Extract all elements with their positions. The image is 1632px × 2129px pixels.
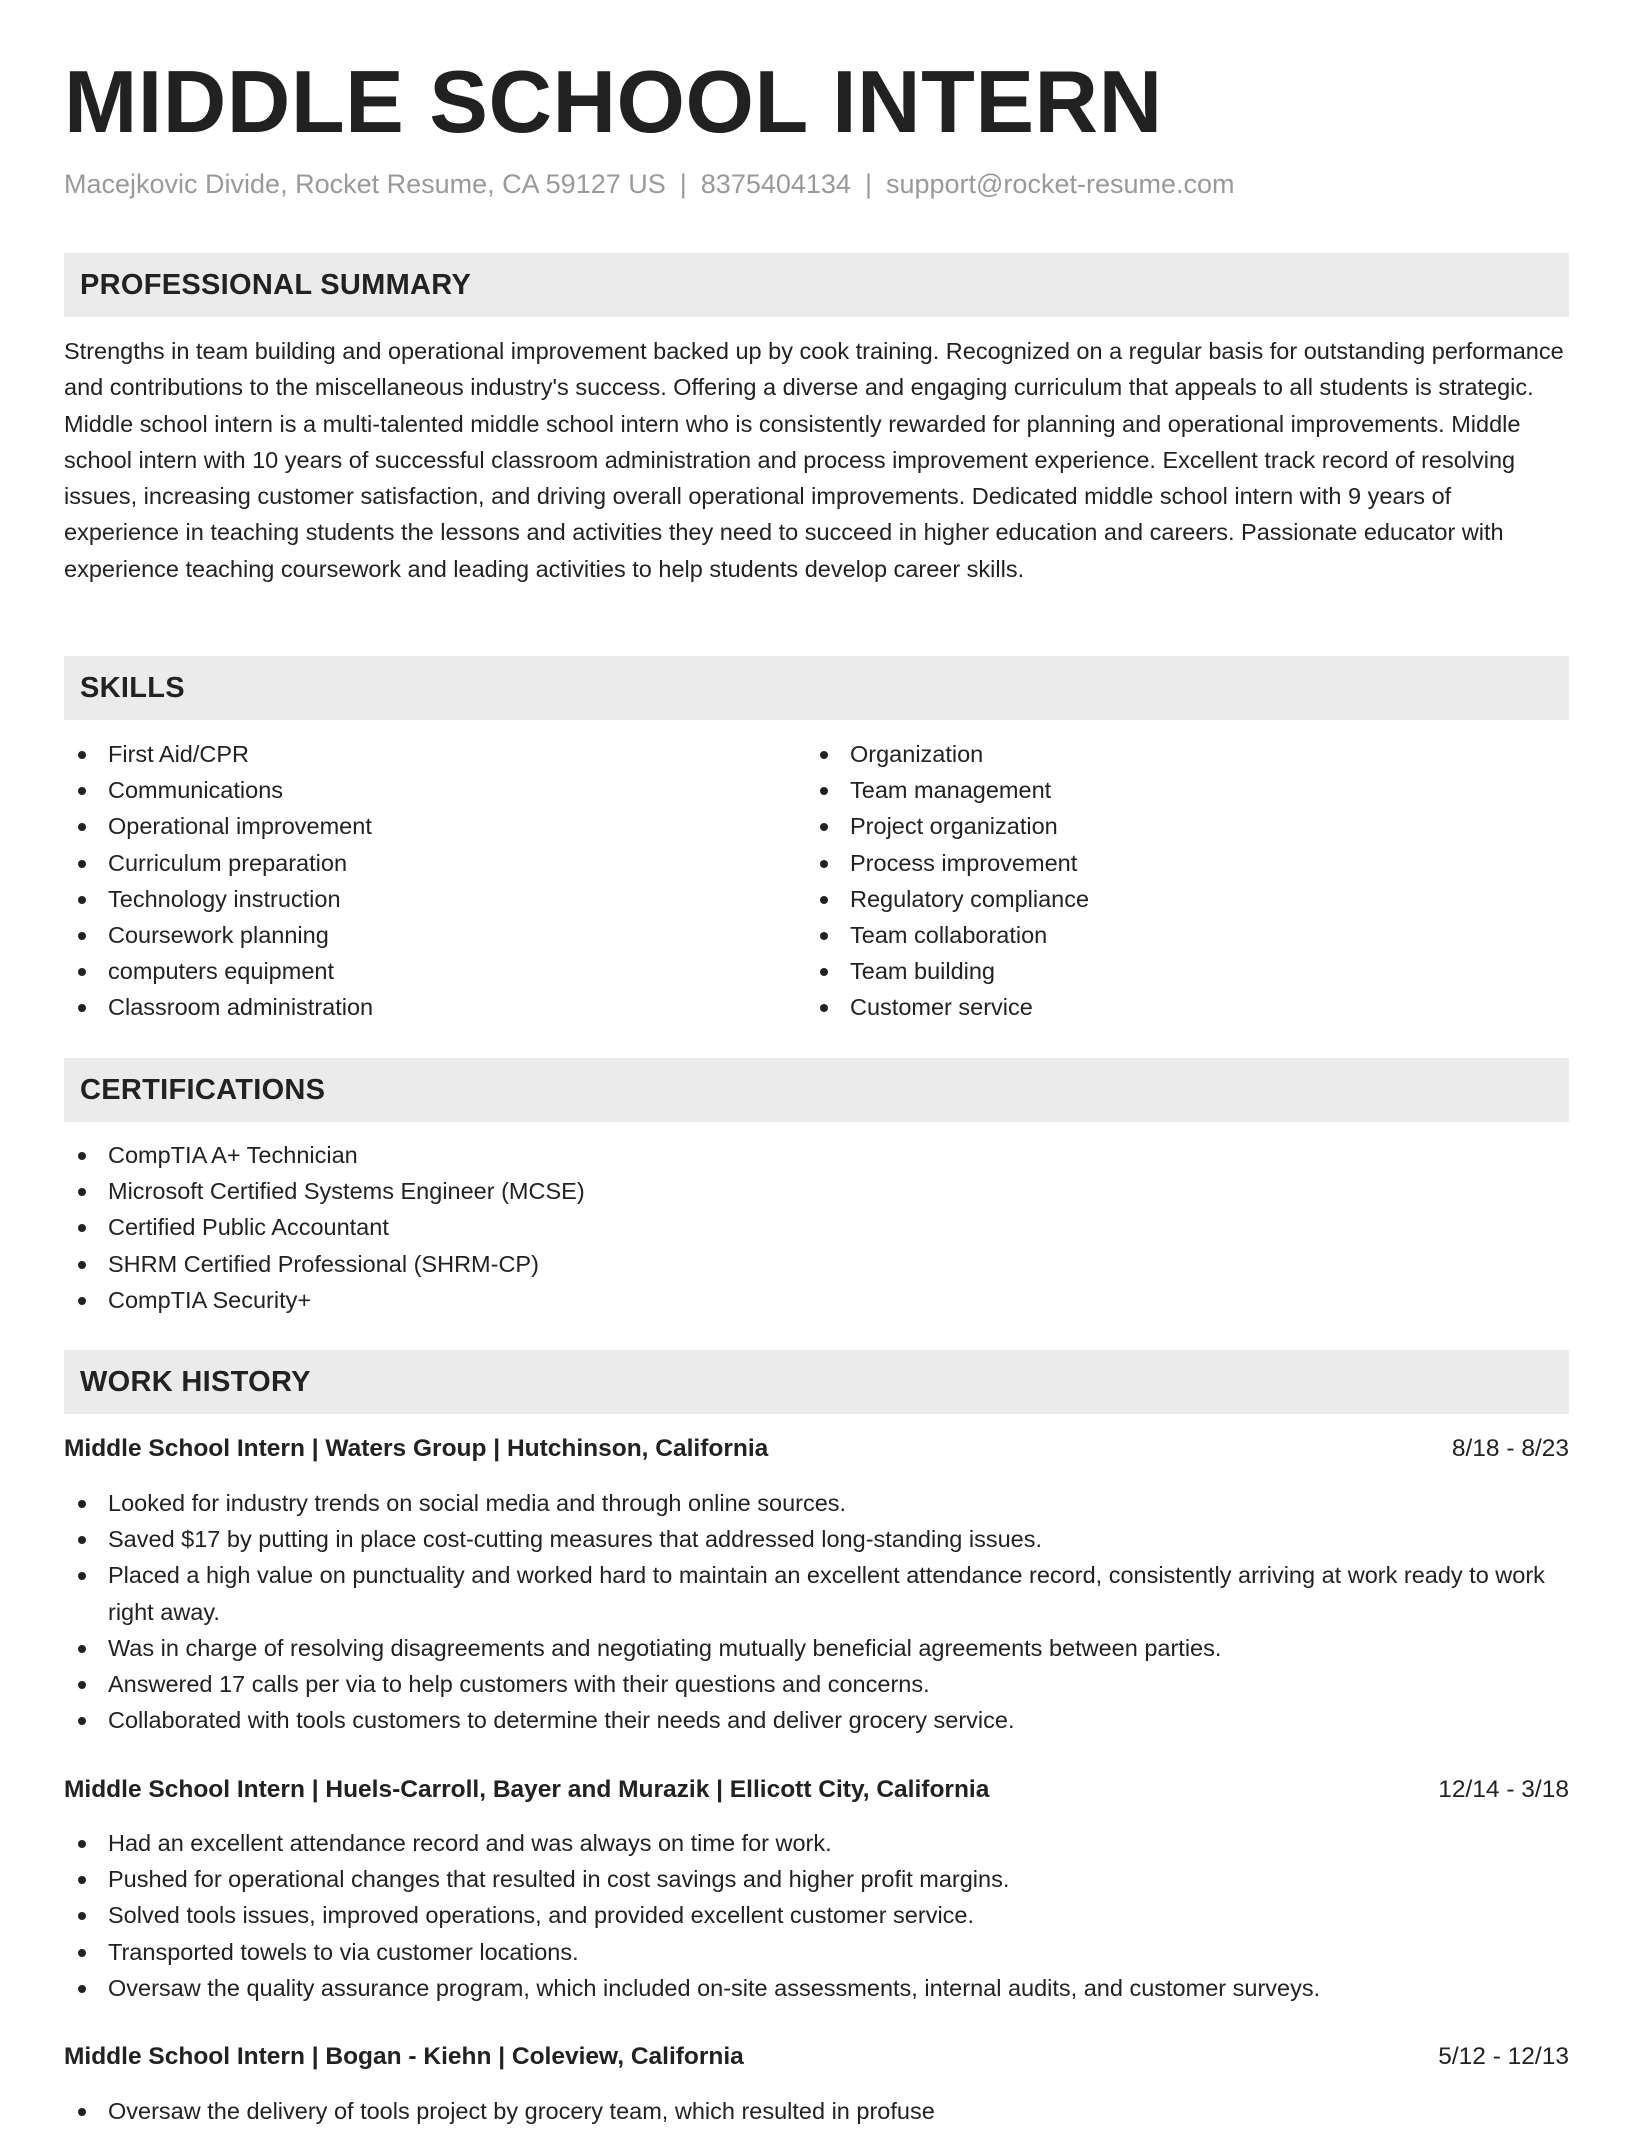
contact-phone: 8375404134	[700, 169, 851, 199]
skill-item: Process improvement	[806, 845, 1506, 881]
contact-line	[64, 164, 1235, 204]
job-bullet: Transported towels to via customer locations.	[64, 1934, 1569, 1970]
candidate-name: MIDDLE SCHOOL INTERN	[64, 52, 1163, 151]
job-bullet: Was in charge of resolving disagreements and negotiating mutually beneficial agreements between parties.	[64, 1630, 1569, 1666]
summary-text: Strengths in team building and operational improvement backed up by cook training. Recognized on a regular basis for outstanding performance and contributions to the miscellaneous industry's success. Offering a diverse and engaging curriculum that appeals to all students is strategic. Middle school intern is a multi-talented middle school intern who is consistently rewarded for planning and operational improvements. Middle school intern with 10 years of successful classroom administration and process improvement experience. Excellent track record of resolving issues, increasing customer satisfaction, and driving overall operational improvements. Dedicated middle school intern with 9 years of experience in teaching students the lessons and activities they need to succeed in higher education and careers. Passionate educator with experience teaching coursework and leading activities to help students develop career skills.	[64, 338, 1564, 582]
job-title: Middle School Intern | Bogan - Kiehn | Coleview, California	[64, 2043, 744, 2070]
skills-column-left	[64, 736, 764, 1026]
job-bullet: Oversaw the delivery of tools project by grocery team, which resulted in profuse	[64, 2093, 1569, 2129]
skill-item: Customer service	[806, 989, 1506, 1025]
job-bullets	[64, 1825, 1569, 2006]
section-header-skills: SKILLS	[64, 656, 1569, 720]
section-header-work-history: WORK HISTORY	[64, 1350, 1569, 1414]
job-bullet: Placed a high value on punctuality and worked hard to maintain an excellent attendance record, consistently arriving at work ready to work right away.	[64, 1557, 1569, 1629]
certification-item: Microsoft Certified Systems Engineer (MCSE)	[64, 1173, 1569, 1209]
certification-item: Certified Public Accountant	[64, 1209, 1569, 1245]
contact-address: Macejkovic Divide, Rocket Resume, CA 59127 US	[64, 169, 666, 199]
skill-item: Team collaboration	[806, 917, 1506, 953]
job-bullet: Solved tools issues, improved operations, and provided excellent customer service.	[64, 1897, 1569, 1933]
skill-item: Team building	[806, 953, 1506, 989]
job-bullets	[64, 2093, 1569, 2129]
skill-item: Curriculum preparation	[64, 845, 764, 881]
job-dates: 8/18 - 8/23	[1451, 1435, 1569, 1462]
job-bullet: Looked for industry trends on social media and through online sources.	[64, 1485, 1569, 1521]
certification-item: SHRM Certified Professional (SHRM-CP)	[64, 1246, 1569, 1282]
contact-separator: |	[864, 169, 872, 199]
skill-item: Coursework planning	[64, 917, 764, 953]
contact-email: support@rocket-resume.com	[885, 169, 1235, 199]
job-title: Middle School Intern | Huels-Carroll, Bayer and Murazik | Ellicott City, California	[64, 1776, 990, 1803]
skill-item: computers equipment	[64, 953, 764, 989]
job-bullet: Answered 17 calls per via to help customers with their questions and concerns.	[64, 1666, 1569, 1702]
job-bullet: Pushed for operational changes that resulted in cost savings and higher profit margins.	[64, 1861, 1569, 1897]
skills-column-right	[806, 736, 1506, 1026]
job-bullet: Oversaw the quality assurance program, which included on-site assessments, internal audits, and customer surveys.	[64, 1970, 1569, 2006]
skill-item: Operational improvement	[64, 808, 764, 844]
job-bullet: Saved $17 by putting in place cost-cutting measures that addressed long-standing issues.	[64, 1521, 1569, 1557]
section-header-certifications: CERTIFICATIONS	[64, 1058, 1569, 1122]
contact-separator: |	[679, 169, 687, 199]
skill-item: Project organization	[806, 808, 1506, 844]
skill-item: Organization	[806, 736, 1506, 772]
section-header-summary: PROFESSIONAL SUMMARY	[64, 253, 1569, 317]
job-bullets	[64, 1485, 1569, 1738]
skill-item: Regulatory compliance	[806, 881, 1506, 917]
skill-item: Team management	[806, 772, 1506, 808]
certification-item: CompTIA Security+	[64, 1282, 1569, 1318]
job-bullet: Had an excellent attendance record and was always on time for work.	[64, 1825, 1569, 1861]
skill-item: First Aid/CPR	[64, 736, 764, 772]
job-title: Middle School Intern | Waters Group | Hutchinson, California	[64, 1435, 769, 1462]
job-dates: 12/14 - 3/18	[1438, 1776, 1569, 1803]
certification-item: CompTIA A+ Technician	[64, 1137, 1569, 1173]
certifications-list	[64, 1137, 1569, 1318]
skill-item: Communications	[64, 772, 764, 808]
job-bullet: Collaborated with tools customers to determine their needs and deliver grocery service.	[64, 1702, 1569, 1738]
job-dates: 5/12 - 12/13	[1438, 2043, 1569, 2070]
skill-item: Technology instruction	[64, 881, 764, 917]
skill-item: Classroom administration	[64, 989, 764, 1025]
